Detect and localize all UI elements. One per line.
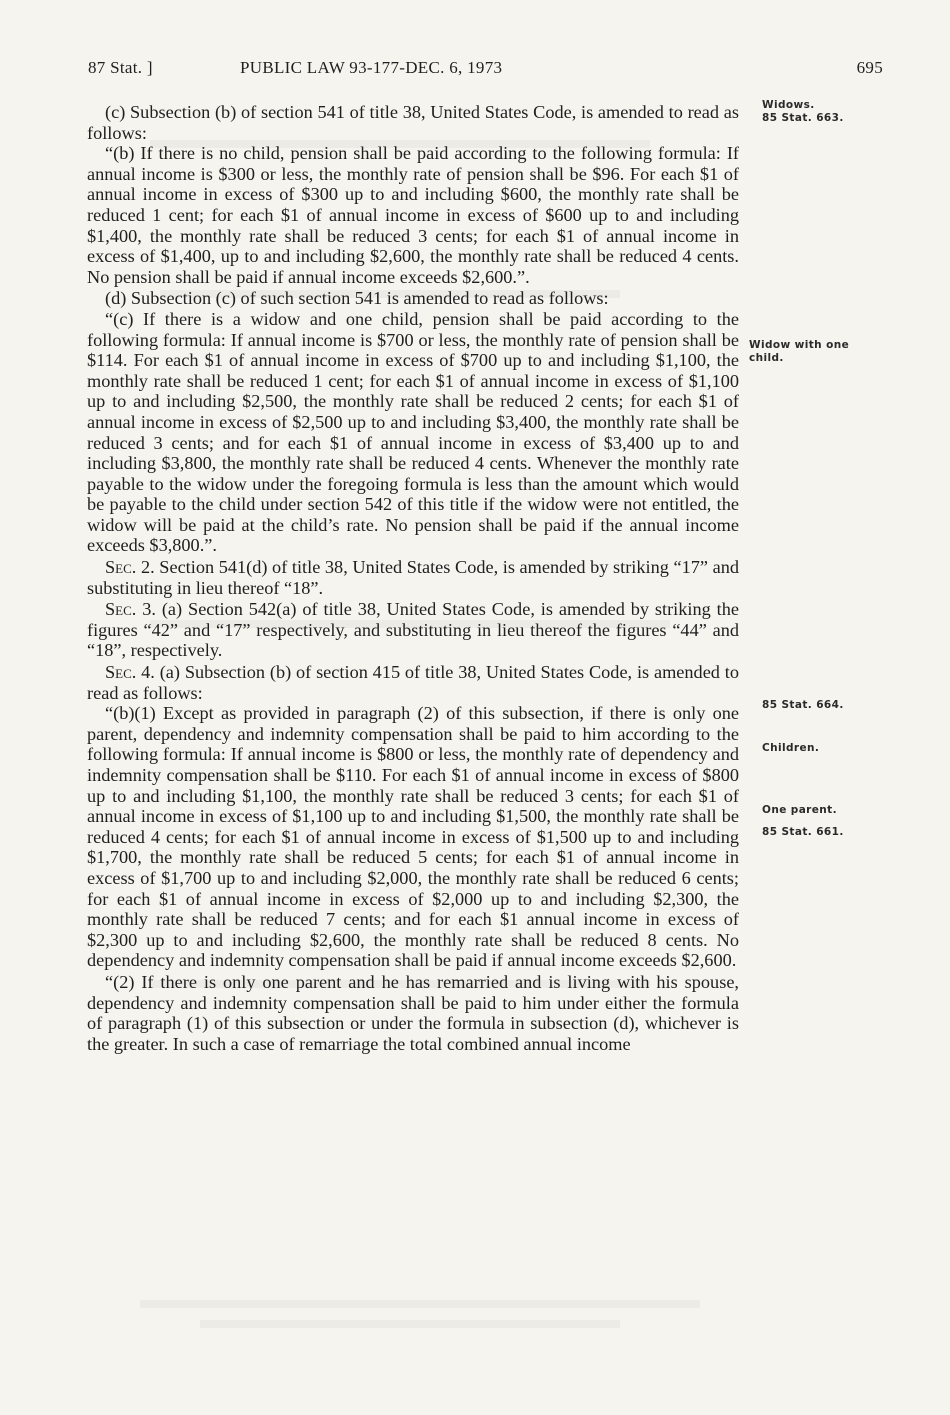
margin-note-widows: Widows. 85 Stat. 663. <box>762 99 844 124</box>
page-number: 695 <box>856 58 883 77</box>
paragraph-subsection-c: (c) Subsection (b) of section 541 of title 38, United States Code, is amended to read as follows: <box>87 102 739 143</box>
paragraph-formula-widow-one-child: “(c) If there is a widow and one child, pension shall be paid according to the following formula: If annual income is $700 or less, the monthly rate of pension shall be $114. For each $1 of annual income in excess of $700 up to and including $1,100, the monthly rate shall be reduced 1 cent; for each $1 of annual income in excess of $1,100 up to and including $2,500, the monthly rate shall be reduced 2 cents; for each $1 of annual income in excess of $2,500 up to and including $3,400, the monthly rate shall be reduced 3 cents; and for each $1 of annual income in excess of $3,400 up to and including $3,800, the monthly rate shall be reduced 4 cents. Whenever the monthly rate payable to the widow under the foregoing formula is less than the amount which would be payable to the child under section 542 of this title if the widow were not entitled, the widow will be paid at the child’s rate. No pension shall be paid if the annual income exceeds $3,800.”. <box>87 308 739 556</box>
section-label: Sec. 3. <box>105 599 156 620</box>
section-label: Sec. 2. <box>105 557 155 578</box>
paragraph-formula-no-child: “(b) If there is no child, pension shall be paid according to the following formula: If annual income is $300 or less, the monthly rate of pension shall be $96. For each $1 of annual income in excess of $300 up to and including $600, the monthly rate shall be reduced 1 cent; for each $1 of annual income in excess of $600 up to and including $1,400, the monthly rate shall be reduced 3 cents; for each $1 of annual income in excess of $1,400, up to and including $2,600, the monthly rate shall be reduced 4 cents. No pension shall be paid if annual income exceeds $2,600.”. <box>87 143 739 287</box>
margin-note-children: Children. <box>762 742 820 754</box>
paragraph-section-4: Sec. 4. (a) Subsection (b) of section 415 of title 38, United States Code, is amended to read as follows: <box>87 662 739 703</box>
paragraph-remarried-parent: “(2) If there is only one parent and he has remarried and is living with his spouse, dependency and indemnity compensation shall be paid to him under either the formula of paragraph (1) of this subsection or under the formula in subsection (d), whichever is the greater. In such a case of remarriage the total combined annual income <box>87 971 739 1054</box>
public-law-title: PUBLIC LAW 93-177-DEC. 6, 1973 <box>240 58 503 77</box>
margin-note-one-parent: One parent. <box>762 804 837 816</box>
statute-body <box>87 102 739 1054</box>
section-label: Sec. 4. <box>105 662 155 683</box>
margin-note-85-stat-664: 85 Stat. 664. <box>762 699 844 711</box>
margin-note-widow-one-child: Widow with one child. <box>749 339 850 364</box>
paragraph-section-3: Sec. 3. (a) Section 542(a) of title 38, United States Code, is amended by striking the figures “42” and “17” respectively, and substituting in lieu thereof the figures “44” and “18”, respectively. <box>87 599 739 661</box>
paragraph-subsection-d: (d) Subsection (c) of such section 541 is amended to read as follows: <box>105 288 609 309</box>
statute-volume-label: 87 Stat. ] <box>88 58 153 77</box>
margin-note-85-stat-661: 85 Stat. 661. <box>762 826 844 838</box>
paragraph-section-2: Sec. 2. Section 541(d) of title 38, United States Code, is amended by striking “17” and substituting in lieu thereof “18”. <box>87 557 739 598</box>
paragraph-formula-one-parent: “(b)(1) Except as provided in paragraph (2) of this subsection, if there is only one parent, dependency and indemnity compensation shall be paid to him according to the following formula: If annual income is $800 or less, the monthly rate of dependency and indemnity compensation shall be $110. For each $1 of annual income in excess of $800 up to and including $1,100, the monthly rate shall be reduced 3 cents; for each $1 of annual income in excess of $1,100 up to and including $1,500, the monthly rate shall be reduced 4 cents; for each $1 of annual income in excess of $1,500 up to and including $1,700, the monthly rate shall be reduced 5 cents; for each $1 of annual income in excess of $1,700 up to and including $2,000, the monthly rate shall be reduced 6 cents; for each $1 of annual income in excess of $2,000 up to and including $2,300, the monthly rate shall be reduced 7 cents; and for each $1 annual income in excess of $2,300 up to and including $2,600, the monthly rate shall be reduced 8 cents. No dependency and indemnity compensation shall be paid if annual income exceeds $2,600. <box>87 703 739 971</box>
running-header <box>88 58 883 86</box>
